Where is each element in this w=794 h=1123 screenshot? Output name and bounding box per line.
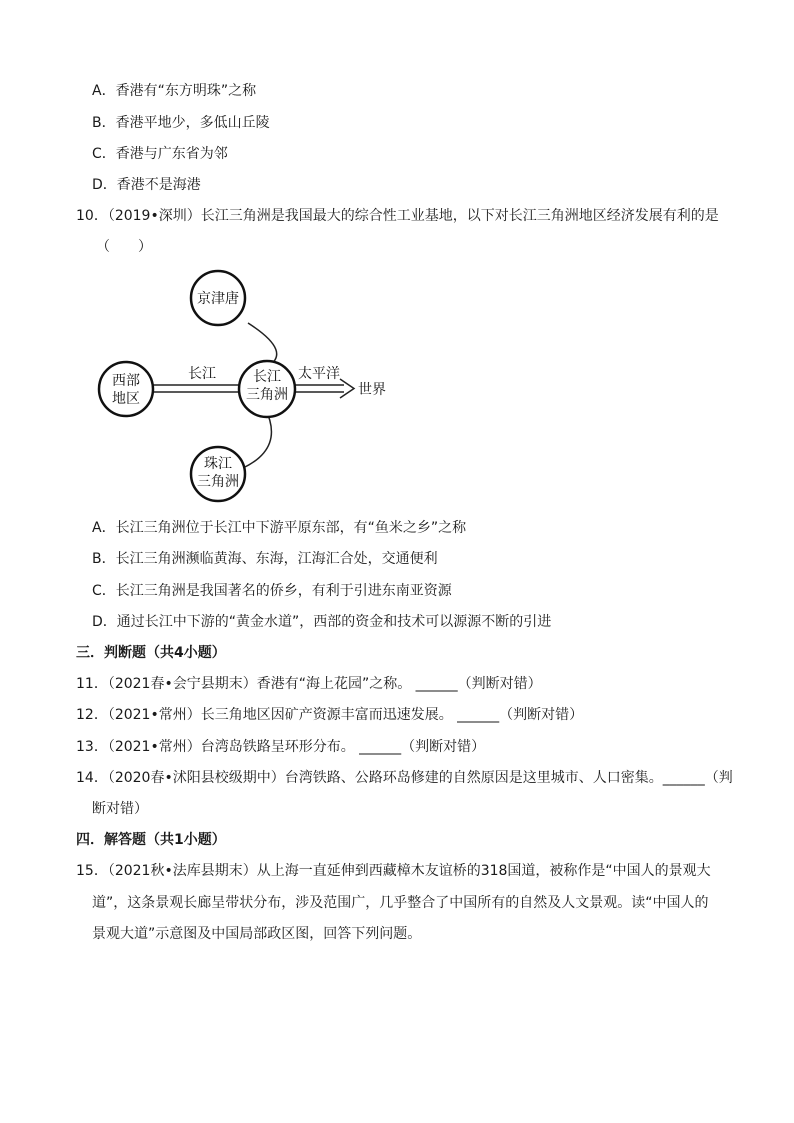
q10-answer-blank: （ ） — [96, 239, 152, 255]
pearl-delta-label-2: 三角洲 — [197, 474, 239, 490]
west-label-1: 西部 — [112, 373, 140, 389]
judge-item-11: 11．（2021春•会宁县期末）香港有“海上花园”之称。 ______（判断对错） — [76, 676, 542, 692]
section-4-title: 四．解答题（共1小题） — [76, 832, 226, 848]
west-node — [99, 362, 153, 416]
west-label-2: 地区 — [112, 391, 140, 407]
q15-line-2: 道”，这条景观长廊呈带状分布，涉及范围广，几乎整合了中国所有的自然及人文景观。读“中国人的 — [92, 895, 709, 911]
jjt-label: 京津唐 — [197, 291, 239, 307]
q9-option-d: D．香港不是海港 — [92, 177, 201, 193]
q10-option-d: D．通过长江中下游的“黄金水道”，西部的资金和技术可以源源不断的引进 — [92, 614, 552, 630]
q15-line-1: 15．（2021秋•法库县期末）从上海一直延伸到西藏樟木友谊桥的318国道，被称作是“中国人的景观大 — [76, 863, 711, 879]
ocean-label: 太平洋 — [298, 366, 340, 382]
yangtze-delta-diagram — [90, 268, 410, 508]
judge-item-14: 14．（2020春•沭阳县校级期中）台湾铁路、公路环岛修建的自然原因是这里城市、人口密集。______（判 — [76, 770, 733, 786]
judge-item-14-cont: 断对错） — [92, 801, 148, 817]
yangtze-delta-label-1: 长江 — [253, 369, 281, 385]
world-label: 世界 — [358, 382, 386, 398]
q9-option-b: B．香港平地少，多低山丘陵 — [92, 115, 270, 131]
section-3-title: 三．判断题（共4小题） — [76, 645, 226, 661]
q15-line-3: 景观大道”示意图及中国局部政区图，回答下列问题。 — [92, 926, 422, 942]
arrow-head-icon — [340, 379, 354, 398]
judge-item-13: 13．（2021•常州）台湾岛铁路呈环形分布。 ______（判断对错） — [76, 739, 486, 755]
judge-item-12: 12．（2021•常州）长三角地区因矿产资源丰富而迅速发展。 ______（判断对错） — [76, 707, 584, 723]
q10-stem: 10．（2019•深圳）长江三角洲是我国最大的综合性工业基地，以下对长江三角洲地区经济发展有利的是 — [76, 208, 719, 224]
q10-option-a: A．长江三角洲位于长江中下游平原东部，有“鱼米之乡”之称 — [92, 520, 467, 536]
q9-option-c: C．香港与广东省为邻 — [92, 146, 228, 162]
q10-option-c: C．长江三角洲是我国著名的侨乡，有利于引进东南亚资源 — [92, 583, 452, 599]
river-label: 长江 — [188, 366, 216, 382]
yangtze-delta-label-2: 三角洲 — [246, 387, 288, 403]
q10-option-b: B．长江三角洲濒临黄海、东海，江海汇合处，交通便利 — [92, 551, 438, 567]
pearl-delta-label-1: 珠江 — [204, 456, 232, 472]
q9-option-a: A．香港有“东方明珠”之称 — [92, 83, 257, 99]
